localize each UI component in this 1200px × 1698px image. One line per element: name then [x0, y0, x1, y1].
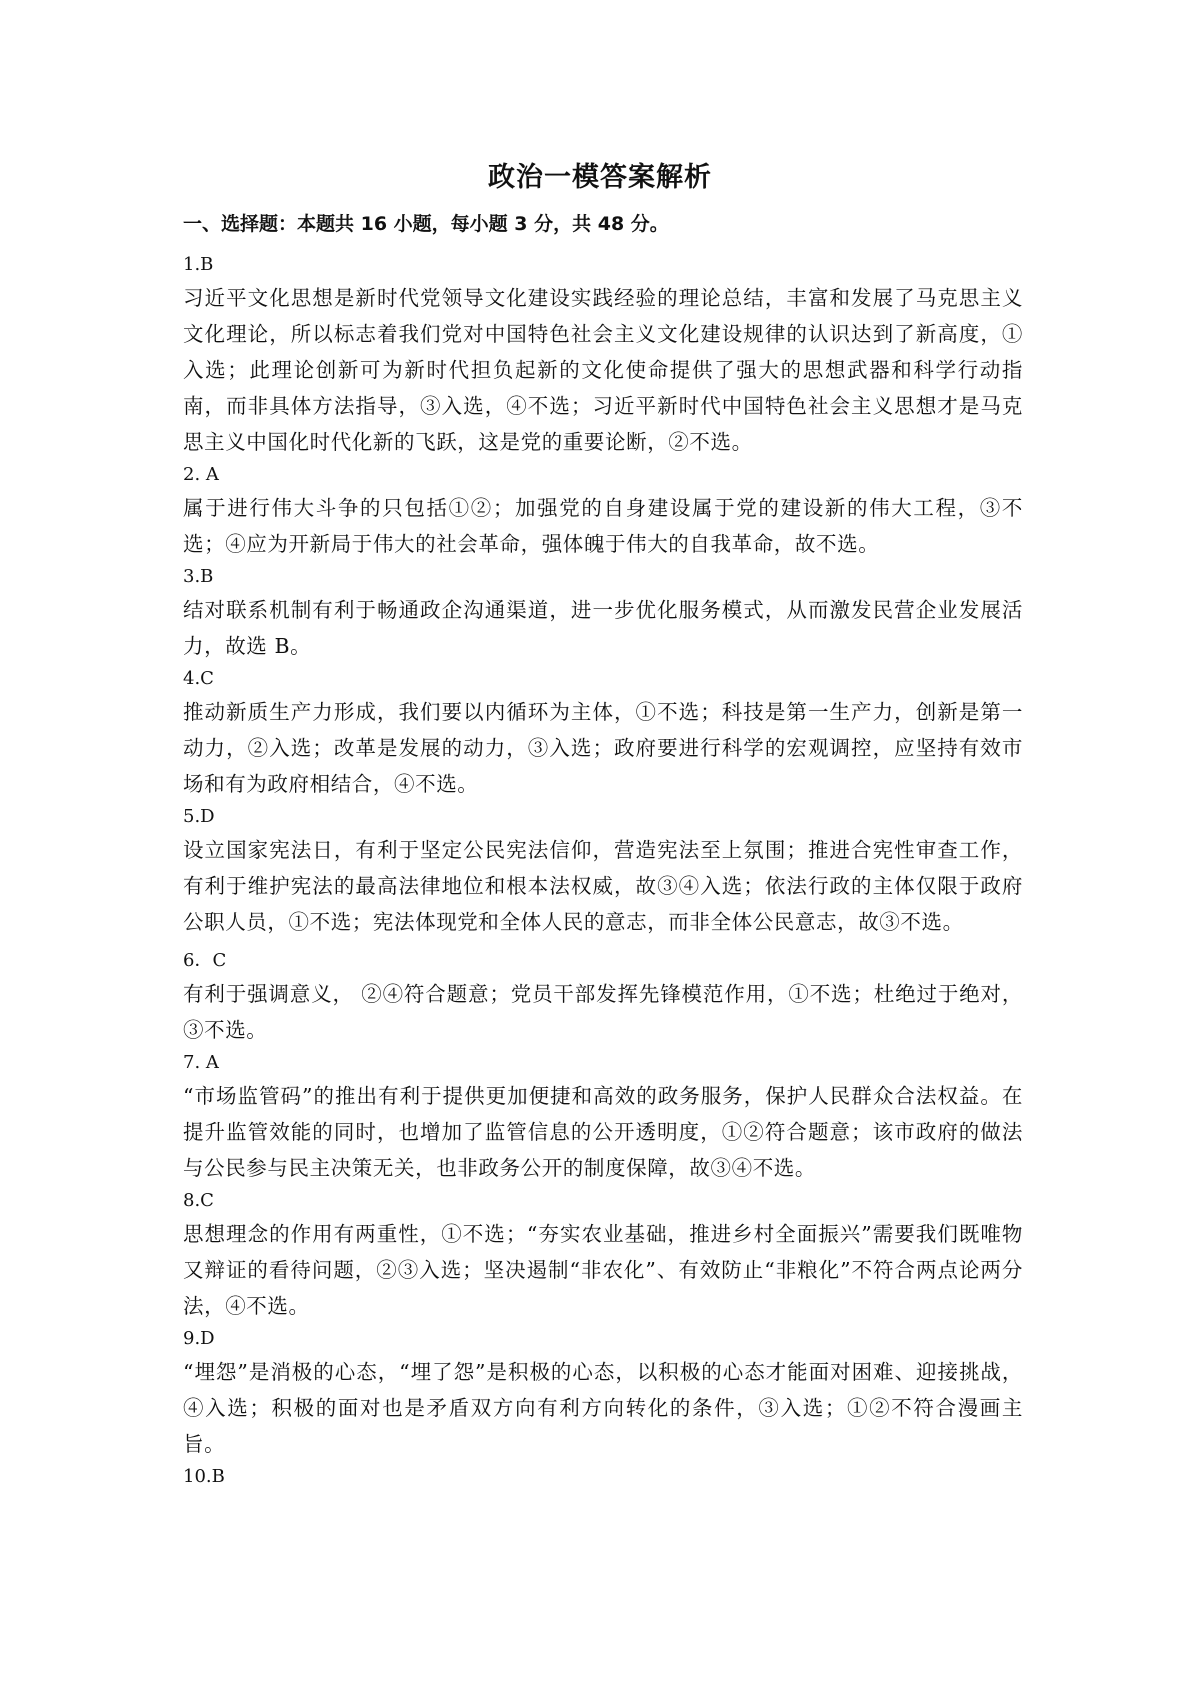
answer-explanation: 属于进行伟大斗争的只包括①②；加强党的自身建设属于党的建设新的伟大工程，③不选；④应为开新局于伟大的社会革命，强体魄于伟大的自我革命，故不选。 [183, 496, 1023, 556]
section-heading: 一、选择题：本题共 16 小题，每小题 3 分，共 48 分。 [183, 213, 669, 235]
answer-label: 9.D [183, 1328, 215, 1349]
answer-label: 1.B [183, 254, 214, 275]
answer-label: 4.C [183, 668, 214, 689]
answer-item-7 [183, 1048, 1023, 1186]
answer-item-1 [183, 250, 1023, 460]
answer-explanation: “埋怨”是消极的心态，“埋了怨”是积极的心态，以积极的心态才能面对困难、迎接挑战，④入选；积极的面对也是矛盾双方向有利方向转化的条件，③入选；①②不符合漫画主旨。 [183, 1360, 1023, 1456]
answer-label: 6．C [183, 950, 227, 971]
answer-label: 8.C [183, 1190, 214, 1211]
answer-explanation: 有利于强调意义， ②④符合题意；党员干部发挥先锋模范作用，①不选；杜绝过于绝对，③不选。 [183, 982, 1023, 1042]
answer-item-9 [183, 1324, 1023, 1462]
answer-explanation: 思想理念的作用有两重性，①不选；“夯实农业基础，推进乡村全面振兴”需要我们既唯物又辩证的看待问题，②③入选；坚决遏制“非农化”、有效防止“非粮化”不符合两点论两分法，④不选。 [183, 1222, 1023, 1318]
answer-explanation: 设立国家宪法日，有利于坚定公民宪法信仰，营造宪法至上氛围；推进合宪性审查工作，有利于维护宪法的最高法律地位和根本法权威，故③④入选；依法行政的主体仅限于政府公职人员，①不选；宪法体现党和全体人民的意志，而非全体公民意志，故③不选。 [183, 838, 1023, 934]
answer-item-10 [183, 1462, 1023, 1492]
answer-list [183, 250, 1023, 1492]
answer-label: 7. A [183, 1052, 219, 1073]
answer-item-2 [183, 460, 1023, 562]
answer-label: 5.D [183, 806, 215, 827]
answer-explanation: 结对联系机制有利于畅通政企沟通渠道，进一步优化服务模式，从而激发民营企业发展活力，故选 B。 [183, 598, 1023, 658]
answer-item-3 [183, 562, 1023, 664]
answer-explanation: “市场监管码”的推出有利于提供更加便捷和高效的政务服务，保护人民群众合法权益。在提升监管效能的同时，也增加了监管信息的公开透明度，①②符合题意；该市政府的做法与公民参与民主决策无关，也非政务公开的制度保障，故③④不选。 [183, 1084, 1023, 1180]
answer-label: 2. A [183, 464, 219, 485]
answer-item-8 [183, 1186, 1023, 1324]
answer-item-4 [183, 664, 1023, 802]
answer-label: 3.B [183, 566, 214, 587]
answer-explanation: 习近平文化思想是新时代党领导文化建设实践经验的理论总结，丰富和发展了马克思主义文化理论，所以标志着我们党对中国特色社会主义文化建设规律的认识达到了新高度，①入选；此理论创新可为新时代担负起新的文化使命提供了强大的思想武器和科学行动指南，而非具体方法指导，③入选，④不选；习近平新时代中国特色社会主义思想才是马克思主义中国化时代化新的飞跃，这是党的重要论断，②不选。 [183, 286, 1023, 454]
answer-item-6 [183, 946, 1023, 1048]
answer-explanation: 推动新质生产力形成，我们要以内循环为主体，①不选；科技是第一生产力，创新是第一动力，②入选；改革是发展的动力，③入选；政府要进行科学的宏观调控，应坚持有效市场和有为政府相结合，④不选。 [183, 700, 1023, 796]
document-title: 政治一模答案解析 [488, 162, 712, 193]
answer-label: 10.B [183, 1466, 225, 1487]
answer-item-5 [183, 802, 1023, 940]
